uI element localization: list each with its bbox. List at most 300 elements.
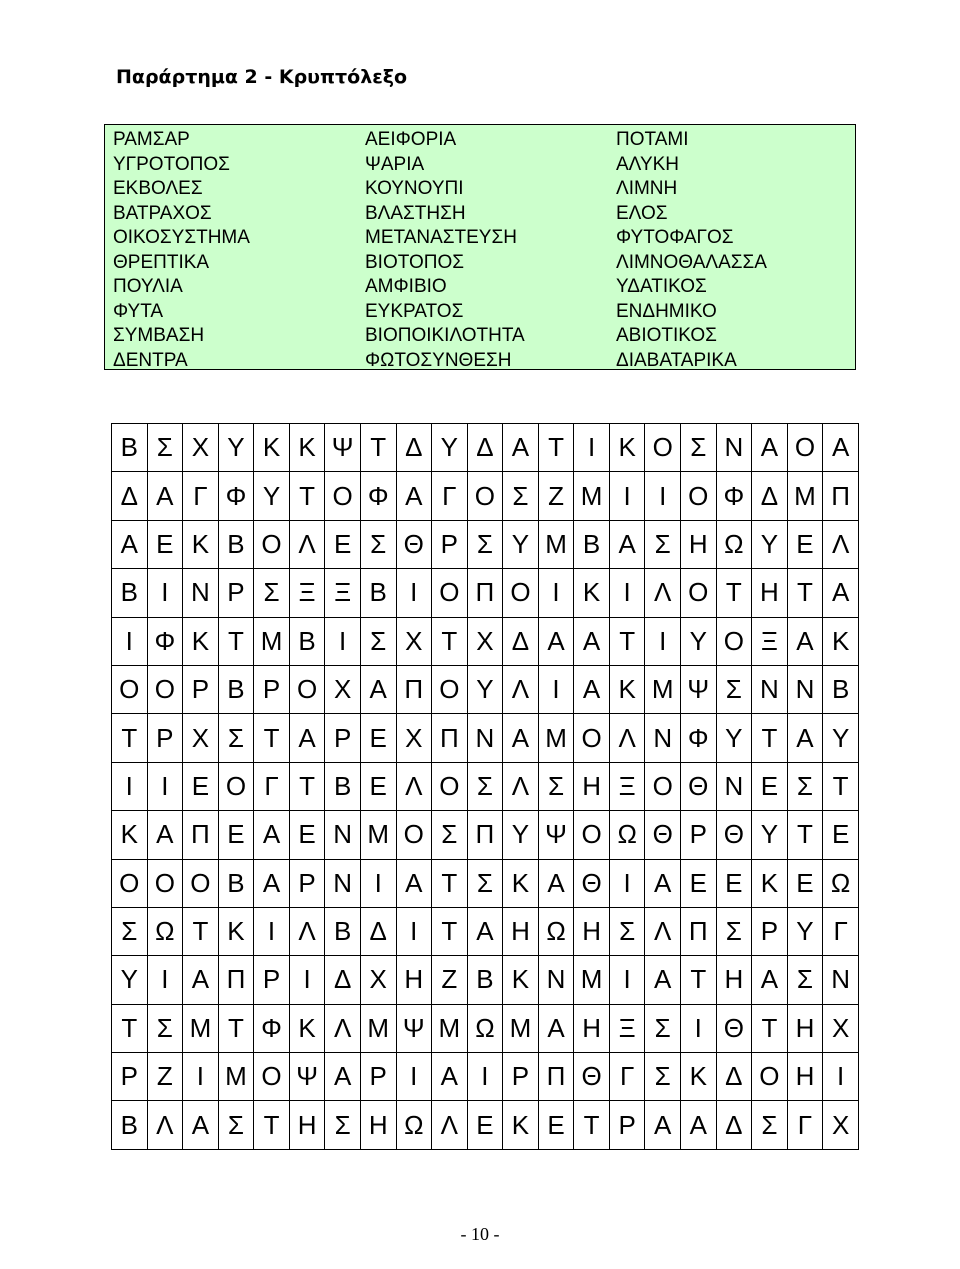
grid-cell[interactable]: Ι [538, 569, 574, 617]
grid-cell[interactable]: Μ [574, 956, 610, 1004]
grid-cell[interactable]: Ι [609, 859, 645, 907]
grid-cell[interactable]: Ξ [325, 569, 361, 617]
grid-cell[interactable]: Χ [467, 617, 503, 665]
grid-cell[interactable]: Β [360, 569, 396, 617]
grid-cell[interactable]: Χ [823, 1101, 859, 1150]
grid-cell[interactable]: Α [823, 569, 859, 617]
grid-cell[interactable]: Κ [823, 617, 859, 665]
grid-cell[interactable]: Ω [396, 1101, 432, 1150]
grid-cell[interactable]: Τ [752, 714, 788, 762]
grid-cell[interactable]: Θ [716, 811, 752, 859]
grid-cell[interactable]: Π [538, 1053, 574, 1101]
grid-cell[interactable]: Ψ [289, 1053, 325, 1101]
grid-cell[interactable]: Β [112, 569, 148, 617]
grid-cell[interactable]: Ξ [752, 617, 788, 665]
grid-cell[interactable]: Ρ [254, 665, 290, 713]
grid-cell[interactable]: Η [716, 956, 752, 1004]
grid-cell[interactable]: Ρ [325, 714, 361, 762]
grid-cell[interactable]: Μ [538, 520, 574, 568]
grid-cell[interactable]: Λ [325, 1004, 361, 1052]
grid-cell[interactable]: Ζ [538, 472, 574, 520]
grid-cell[interactable]: Κ [609, 424, 645, 472]
grid-cell[interactable]: Ν [183, 569, 219, 617]
grid-cell[interactable]: Ο [112, 665, 148, 713]
grid-cell[interactable]: Σ [787, 762, 823, 810]
grid-cell[interactable]: Κ [112, 811, 148, 859]
grid-cell[interactable]: Ο [574, 714, 610, 762]
grid-cell[interactable]: Σ [147, 424, 183, 472]
grid-cell[interactable]: Ι [147, 956, 183, 1004]
grid-cell[interactable]: Ο [254, 1053, 290, 1101]
grid-cell[interactable]: Ω [147, 907, 183, 955]
grid-cell[interactable]: Λ [503, 762, 539, 810]
grid-cell[interactable]: Ι [645, 472, 681, 520]
grid-cell[interactable]: Α [147, 811, 183, 859]
grid-cell[interactable]: Σ [218, 714, 254, 762]
grid-cell[interactable]: Σ [467, 859, 503, 907]
grid-cell[interactable]: Ω [716, 520, 752, 568]
grid-cell[interactable]: Θ [681, 762, 717, 810]
grid-cell[interactable]: Μ [360, 1004, 396, 1052]
grid-cell[interactable]: Α [574, 665, 610, 713]
grid-cell[interactable]: Α [645, 859, 681, 907]
grid-cell[interactable]: Π [396, 665, 432, 713]
grid-cell[interactable]: Ο [112, 859, 148, 907]
grid-cell[interactable]: Λ [609, 714, 645, 762]
grid-cell[interactable]: Ρ [147, 714, 183, 762]
grid-cell[interactable]: Μ [503, 1004, 539, 1052]
grid-cell[interactable]: Τ [218, 1004, 254, 1052]
grid-cell[interactable]: Σ [645, 520, 681, 568]
grid-cell[interactable]: Κ [574, 569, 610, 617]
grid-cell[interactable]: Κ [609, 665, 645, 713]
grid-cell[interactable]: Υ [503, 811, 539, 859]
grid-cell[interactable]: Ι [360, 859, 396, 907]
grid-cell[interactable]: Α [254, 859, 290, 907]
grid-cell[interactable]: Ι [538, 665, 574, 713]
grid-cell[interactable]: Κ [183, 617, 219, 665]
grid-cell[interactable]: Υ [787, 907, 823, 955]
grid-cell[interactable]: Ο [645, 762, 681, 810]
grid-cell[interactable]: Χ [325, 665, 361, 713]
grid-cell[interactable]: Τ [823, 762, 859, 810]
grid-cell[interactable]: Τ [432, 907, 468, 955]
grid-cell[interactable]: Ο [147, 859, 183, 907]
grid-cell[interactable]: Π [183, 811, 219, 859]
grid-cell[interactable]: Γ [254, 762, 290, 810]
grid-cell[interactable]: Ν [467, 714, 503, 762]
grid-cell[interactable]: Ρ [360, 1053, 396, 1101]
grid-cell[interactable]: Π [467, 569, 503, 617]
grid-cell[interactable]: Ο [325, 472, 361, 520]
grid-cell[interactable]: Τ [787, 811, 823, 859]
grid-cell[interactable]: Ο [432, 665, 468, 713]
grid-cell[interactable]: Σ [787, 956, 823, 1004]
grid-cell[interactable]: Μ [360, 811, 396, 859]
grid-cell[interactable]: Ι [681, 1004, 717, 1052]
grid-cell[interactable]: Δ [325, 956, 361, 1004]
grid-cell[interactable]: Η [360, 1101, 396, 1150]
grid-cell[interactable]: Σ [218, 1101, 254, 1150]
grid-cell[interactable]: Τ [432, 859, 468, 907]
grid-cell[interactable]: Ο [574, 811, 610, 859]
grid-cell[interactable]: Ω [609, 811, 645, 859]
grid-cell[interactable]: Τ [289, 472, 325, 520]
grid-cell[interactable]: Α [147, 472, 183, 520]
grid-cell[interactable]: Λ [289, 907, 325, 955]
grid-cell[interactable]: Σ [112, 907, 148, 955]
grid-cell[interactable]: Λ [289, 520, 325, 568]
grid-cell[interactable]: Ρ [432, 520, 468, 568]
grid-cell[interactable]: Α [787, 714, 823, 762]
grid-cell[interactable]: Φ [716, 472, 752, 520]
grid-cell[interactable]: Ι [609, 569, 645, 617]
grid-cell[interactable]: Τ [254, 1101, 290, 1150]
grid-cell[interactable]: Ν [325, 859, 361, 907]
grid-cell[interactable]: Σ [609, 907, 645, 955]
grid-cell[interactable]: Ι [574, 424, 610, 472]
grid-cell[interactable]: Ο [432, 762, 468, 810]
grid-cell[interactable]: Τ [254, 714, 290, 762]
grid-cell[interactable]: Σ [432, 811, 468, 859]
grid-cell[interactable]: Λ [147, 1101, 183, 1150]
grid-cell[interactable]: Α [574, 617, 610, 665]
grid-cell[interactable]: Τ [112, 1004, 148, 1052]
grid-cell[interactable]: Θ [645, 811, 681, 859]
grid-cell[interactable]: Π [432, 714, 468, 762]
grid-cell[interactable]: Ι [183, 1053, 219, 1101]
grid-cell[interactable]: Β [325, 762, 361, 810]
grid-cell[interactable]: Ι [254, 907, 290, 955]
grid-cell[interactable]: Α [432, 1053, 468, 1101]
grid-cell[interactable]: Λ [396, 762, 432, 810]
grid-cell[interactable]: Δ [716, 1101, 752, 1150]
grid-cell[interactable]: Τ [609, 617, 645, 665]
grid-cell[interactable]: Μ [538, 714, 574, 762]
grid-cell[interactable]: Ε [787, 520, 823, 568]
grid-cell[interactable]: Ο [681, 569, 717, 617]
grid-cell[interactable]: Ο [218, 762, 254, 810]
grid-cell[interactable]: Α [289, 714, 325, 762]
grid-cell[interactable]: Ι [289, 956, 325, 1004]
grid-cell[interactable]: Η [574, 1004, 610, 1052]
grid-cell[interactable]: Δ [503, 617, 539, 665]
grid-cell[interactable]: Ε [218, 811, 254, 859]
grid-cell[interactable]: Σ [752, 1101, 788, 1150]
grid-cell[interactable]: Ι [147, 762, 183, 810]
grid-cell[interactable]: Κ [218, 907, 254, 955]
grid-cell[interactable]: Μ [574, 472, 610, 520]
grid-cell[interactable]: Σ [681, 424, 717, 472]
grid-cell[interactable]: Χ [823, 1004, 859, 1052]
grid-cell[interactable]: Β [112, 1101, 148, 1150]
grid-cell[interactable]: Γ [787, 1101, 823, 1150]
grid-cell[interactable]: Υ [432, 424, 468, 472]
grid-cell[interactable]: Α [645, 1101, 681, 1150]
grid-cell[interactable]: Λ [432, 1101, 468, 1150]
grid-cell[interactable]: Σ [254, 569, 290, 617]
grid-cell[interactable]: Ν [823, 956, 859, 1004]
grid-cell[interactable]: Β [289, 617, 325, 665]
grid-cell[interactable]: Φ [254, 1004, 290, 1052]
grid-cell[interactable]: Ν [787, 665, 823, 713]
grid-cell[interactable]: Ρ [503, 1053, 539, 1101]
grid-cell[interactable]: Χ [183, 714, 219, 762]
grid-cell[interactable]: Π [823, 472, 859, 520]
grid-cell[interactable]: Ι [112, 762, 148, 810]
grid-cell[interactable]: Α [183, 1101, 219, 1150]
grid-cell[interactable]: Λ [503, 665, 539, 713]
grid-cell[interactable]: Σ [467, 520, 503, 568]
grid-cell[interactable]: Φ [360, 472, 396, 520]
grid-cell[interactable]: Τ [360, 424, 396, 472]
grid-cell[interactable]: Σ [645, 1004, 681, 1052]
grid-cell[interactable]: Ο [289, 665, 325, 713]
grid-cell[interactable]: Τ [752, 1004, 788, 1052]
grid-cell[interactable]: Υ [716, 714, 752, 762]
grid-cell[interactable]: Α [360, 665, 396, 713]
grid-cell[interactable]: Η [752, 569, 788, 617]
grid-cell[interactable]: Α [645, 956, 681, 1004]
grid-cell[interactable]: Φ [147, 617, 183, 665]
grid-cell[interactable]: Κ [254, 424, 290, 472]
grid-cell[interactable]: Β [467, 956, 503, 1004]
grid-cell[interactable]: Α [538, 1004, 574, 1052]
grid-cell[interactable]: Δ [467, 424, 503, 472]
grid-cell[interactable]: Δ [112, 472, 148, 520]
grid-cell[interactable]: Ρ [609, 1101, 645, 1150]
grid-cell[interactable]: Τ [112, 714, 148, 762]
grid-cell[interactable]: Φ [218, 472, 254, 520]
grid-cell[interactable]: Υ [823, 714, 859, 762]
grid-cell[interactable]: Α [752, 424, 788, 472]
grid-cell[interactable]: Τ [787, 569, 823, 617]
grid-cell[interactable]: Β [823, 665, 859, 713]
grid-cell[interactable]: Φ [681, 714, 717, 762]
grid-cell[interactable]: Χ [396, 617, 432, 665]
grid-cell[interactable]: Σ [503, 472, 539, 520]
grid-cell[interactable]: Τ [574, 1101, 610, 1150]
grid-cell[interactable]: Κ [752, 859, 788, 907]
grid-cell[interactable]: Ι [609, 472, 645, 520]
grid-cell[interactable]: Δ [752, 472, 788, 520]
grid-cell[interactable]: Γ [183, 472, 219, 520]
grid-cell[interactable]: Ι [325, 617, 361, 665]
grid-cell[interactable]: Ο [254, 520, 290, 568]
grid-cell[interactable]: Α [503, 714, 539, 762]
grid-cell[interactable]: Ι [467, 1053, 503, 1101]
grid-cell[interactable]: Β [218, 665, 254, 713]
grid-cell[interactable]: Ο [396, 811, 432, 859]
grid-cell[interactable]: Η [787, 1004, 823, 1052]
grid-cell[interactable]: Ψ [681, 665, 717, 713]
grid-cell[interactable]: Ν [645, 714, 681, 762]
grid-cell[interactable]: Ν [325, 811, 361, 859]
grid-cell[interactable]: Α [503, 424, 539, 472]
grid-cell[interactable]: Α [787, 617, 823, 665]
grid-cell[interactable]: Υ [681, 617, 717, 665]
grid-cell[interactable]: Ω [467, 1004, 503, 1052]
grid-cell[interactable]: Α [609, 520, 645, 568]
grid-cell[interactable]: Ξ [609, 762, 645, 810]
grid-cell[interactable]: Α [396, 859, 432, 907]
grid-cell[interactable]: Α [752, 956, 788, 1004]
grid-cell[interactable]: Μ [645, 665, 681, 713]
grid-cell[interactable]: Α [183, 956, 219, 1004]
grid-cell[interactable]: Α [538, 859, 574, 907]
grid-cell[interactable]: Γ [609, 1053, 645, 1101]
grid-cell[interactable]: Γ [823, 907, 859, 955]
grid-cell[interactable]: Β [325, 907, 361, 955]
grid-cell[interactable]: Ν [716, 762, 752, 810]
grid-cell[interactable]: Κ [503, 859, 539, 907]
grid-cell[interactable]: Α [254, 811, 290, 859]
grid-cell[interactable]: Ε [681, 859, 717, 907]
grid-cell[interactable]: Ν [752, 665, 788, 713]
grid-cell[interactable]: Δ [360, 907, 396, 955]
grid-cell[interactable]: Τ [432, 617, 468, 665]
grid-cell[interactable]: Υ [254, 472, 290, 520]
grid-cell[interactable]: Ι [609, 956, 645, 1004]
grid-cell[interactable]: Κ [289, 424, 325, 472]
grid-cell[interactable]: Μ [183, 1004, 219, 1052]
grid-cell[interactable]: Κ [681, 1053, 717, 1101]
grid-cell[interactable]: Τ [218, 617, 254, 665]
grid-cell[interactable]: Ρ [254, 956, 290, 1004]
grid-cell[interactable]: Ψ [396, 1004, 432, 1052]
grid-cell[interactable]: Β [112, 424, 148, 472]
grid-cell[interactable]: Α [467, 907, 503, 955]
grid-cell[interactable]: Θ [396, 520, 432, 568]
grid-cell[interactable]: Ω [823, 859, 859, 907]
grid-cell[interactable]: Α [538, 617, 574, 665]
grid-cell[interactable]: Η [289, 1101, 325, 1150]
grid-cell[interactable]: Η [787, 1053, 823, 1101]
grid-cell[interactable]: Υ [503, 520, 539, 568]
grid-cell[interactable]: Α [396, 472, 432, 520]
grid-cell[interactable]: Β [218, 520, 254, 568]
grid-cell[interactable]: Η [574, 762, 610, 810]
grid-cell[interactable]: Λ [645, 569, 681, 617]
grid-cell[interactable]: Ο [752, 1053, 788, 1101]
grid-cell[interactable]: Χ [183, 424, 219, 472]
grid-cell[interactable]: Υ [752, 811, 788, 859]
grid-cell[interactable]: Θ [574, 1053, 610, 1101]
grid-cell[interactable]: Ε [538, 1101, 574, 1150]
grid-cell[interactable]: Δ [396, 424, 432, 472]
grid-cell[interactable]: Χ [396, 714, 432, 762]
grid-cell[interactable]: Μ [218, 1053, 254, 1101]
grid-cell[interactable]: Μ [787, 472, 823, 520]
grid-cell[interactable]: Σ [325, 1101, 361, 1150]
grid-cell[interactable]: Ο [645, 424, 681, 472]
grid-cell[interactable]: Σ [716, 665, 752, 713]
grid-cell[interactable]: Ψ [538, 811, 574, 859]
grid-cell[interactable]: Σ [147, 1004, 183, 1052]
grid-cell[interactable]: Η [503, 907, 539, 955]
grid-cell[interactable]: Ξ [289, 569, 325, 617]
grid-cell[interactable]: Τ [716, 569, 752, 617]
grid-cell[interactable]: Η [396, 956, 432, 1004]
grid-cell[interactable]: Κ [503, 956, 539, 1004]
grid-cell[interactable]: Σ [360, 617, 396, 665]
grid-cell[interactable]: Ξ [609, 1004, 645, 1052]
grid-cell[interactable]: Π [467, 811, 503, 859]
grid-cell[interactable]: Ζ [147, 1053, 183, 1101]
grid-cell[interactable]: Ι [396, 907, 432, 955]
grid-cell[interactable]: Κ [289, 1004, 325, 1052]
grid-cell[interactable]: Ο [716, 617, 752, 665]
grid-cell[interactable]: Ι [112, 617, 148, 665]
grid-cell[interactable]: Γ [432, 472, 468, 520]
grid-cell[interactable]: Ρ [752, 907, 788, 955]
grid-cell[interactable]: Ε [183, 762, 219, 810]
grid-cell[interactable]: Τ [538, 424, 574, 472]
grid-cell[interactable]: Β [218, 859, 254, 907]
grid-cell[interactable]: Ε [787, 859, 823, 907]
grid-cell[interactable]: Ο [432, 569, 468, 617]
grid-cell[interactable]: Λ [645, 907, 681, 955]
grid-cell[interactable]: Π [681, 907, 717, 955]
grid-cell[interactable]: Ν [716, 424, 752, 472]
grid-cell[interactable]: Ε [147, 520, 183, 568]
grid-cell[interactable]: Ι [645, 617, 681, 665]
grid-cell[interactable]: Σ [538, 762, 574, 810]
grid-cell[interactable]: Σ [467, 762, 503, 810]
grid-cell[interactable]: Δ [716, 1053, 752, 1101]
grid-cell[interactable]: Θ [716, 1004, 752, 1052]
grid-cell[interactable]: Ψ [325, 424, 361, 472]
grid-cell[interactable]: Υ [752, 520, 788, 568]
grid-cell[interactable]: Ε [752, 762, 788, 810]
grid-cell[interactable]: Ο [787, 424, 823, 472]
grid-cell[interactable]: Ο [183, 859, 219, 907]
grid-cell[interactable]: Ε [823, 811, 859, 859]
grid-cell[interactable]: Σ [716, 907, 752, 955]
grid-cell[interactable]: Ο [503, 569, 539, 617]
grid-cell[interactable]: Τ [289, 762, 325, 810]
grid-cell[interactable]: Ο [147, 665, 183, 713]
grid-cell[interactable]: Α [681, 1101, 717, 1150]
grid-cell[interactable]: Ι [396, 1053, 432, 1101]
grid-cell[interactable]: Β [574, 520, 610, 568]
grid-cell[interactable]: Ρ [183, 665, 219, 713]
grid-cell[interactable]: Ω [538, 907, 574, 955]
grid-cell[interactable]: Τ [681, 956, 717, 1004]
grid-cell[interactable]: Ν [538, 956, 574, 1004]
grid-cell[interactable]: Η [681, 520, 717, 568]
grid-cell[interactable]: Α [325, 1053, 361, 1101]
grid-cell[interactable]: Ι [823, 1053, 859, 1101]
grid-cell[interactable]: Μ [254, 617, 290, 665]
grid-cell[interactable]: Ε [716, 859, 752, 907]
grid-cell[interactable]: Ο [467, 472, 503, 520]
grid-cell[interactable]: Α [112, 520, 148, 568]
grid-cell[interactable]: Ζ [432, 956, 468, 1004]
grid-cell[interactable]: Κ [183, 520, 219, 568]
grid-cell[interactable]: Ε [360, 714, 396, 762]
grid-cell[interactable]: Ο [681, 472, 717, 520]
grid-cell[interactable]: Ρ [218, 569, 254, 617]
grid-cell[interactable]: Κ [503, 1101, 539, 1150]
grid-cell[interactable]: Ε [325, 520, 361, 568]
grid-cell[interactable]: Ι [396, 569, 432, 617]
grid-cell[interactable]: Θ [574, 859, 610, 907]
grid-cell[interactable]: Σ [645, 1053, 681, 1101]
grid-cell[interactable]: Ρ [289, 859, 325, 907]
grid-cell[interactable]: Λ [823, 520, 859, 568]
grid-cell[interactable]: Υ [218, 424, 254, 472]
